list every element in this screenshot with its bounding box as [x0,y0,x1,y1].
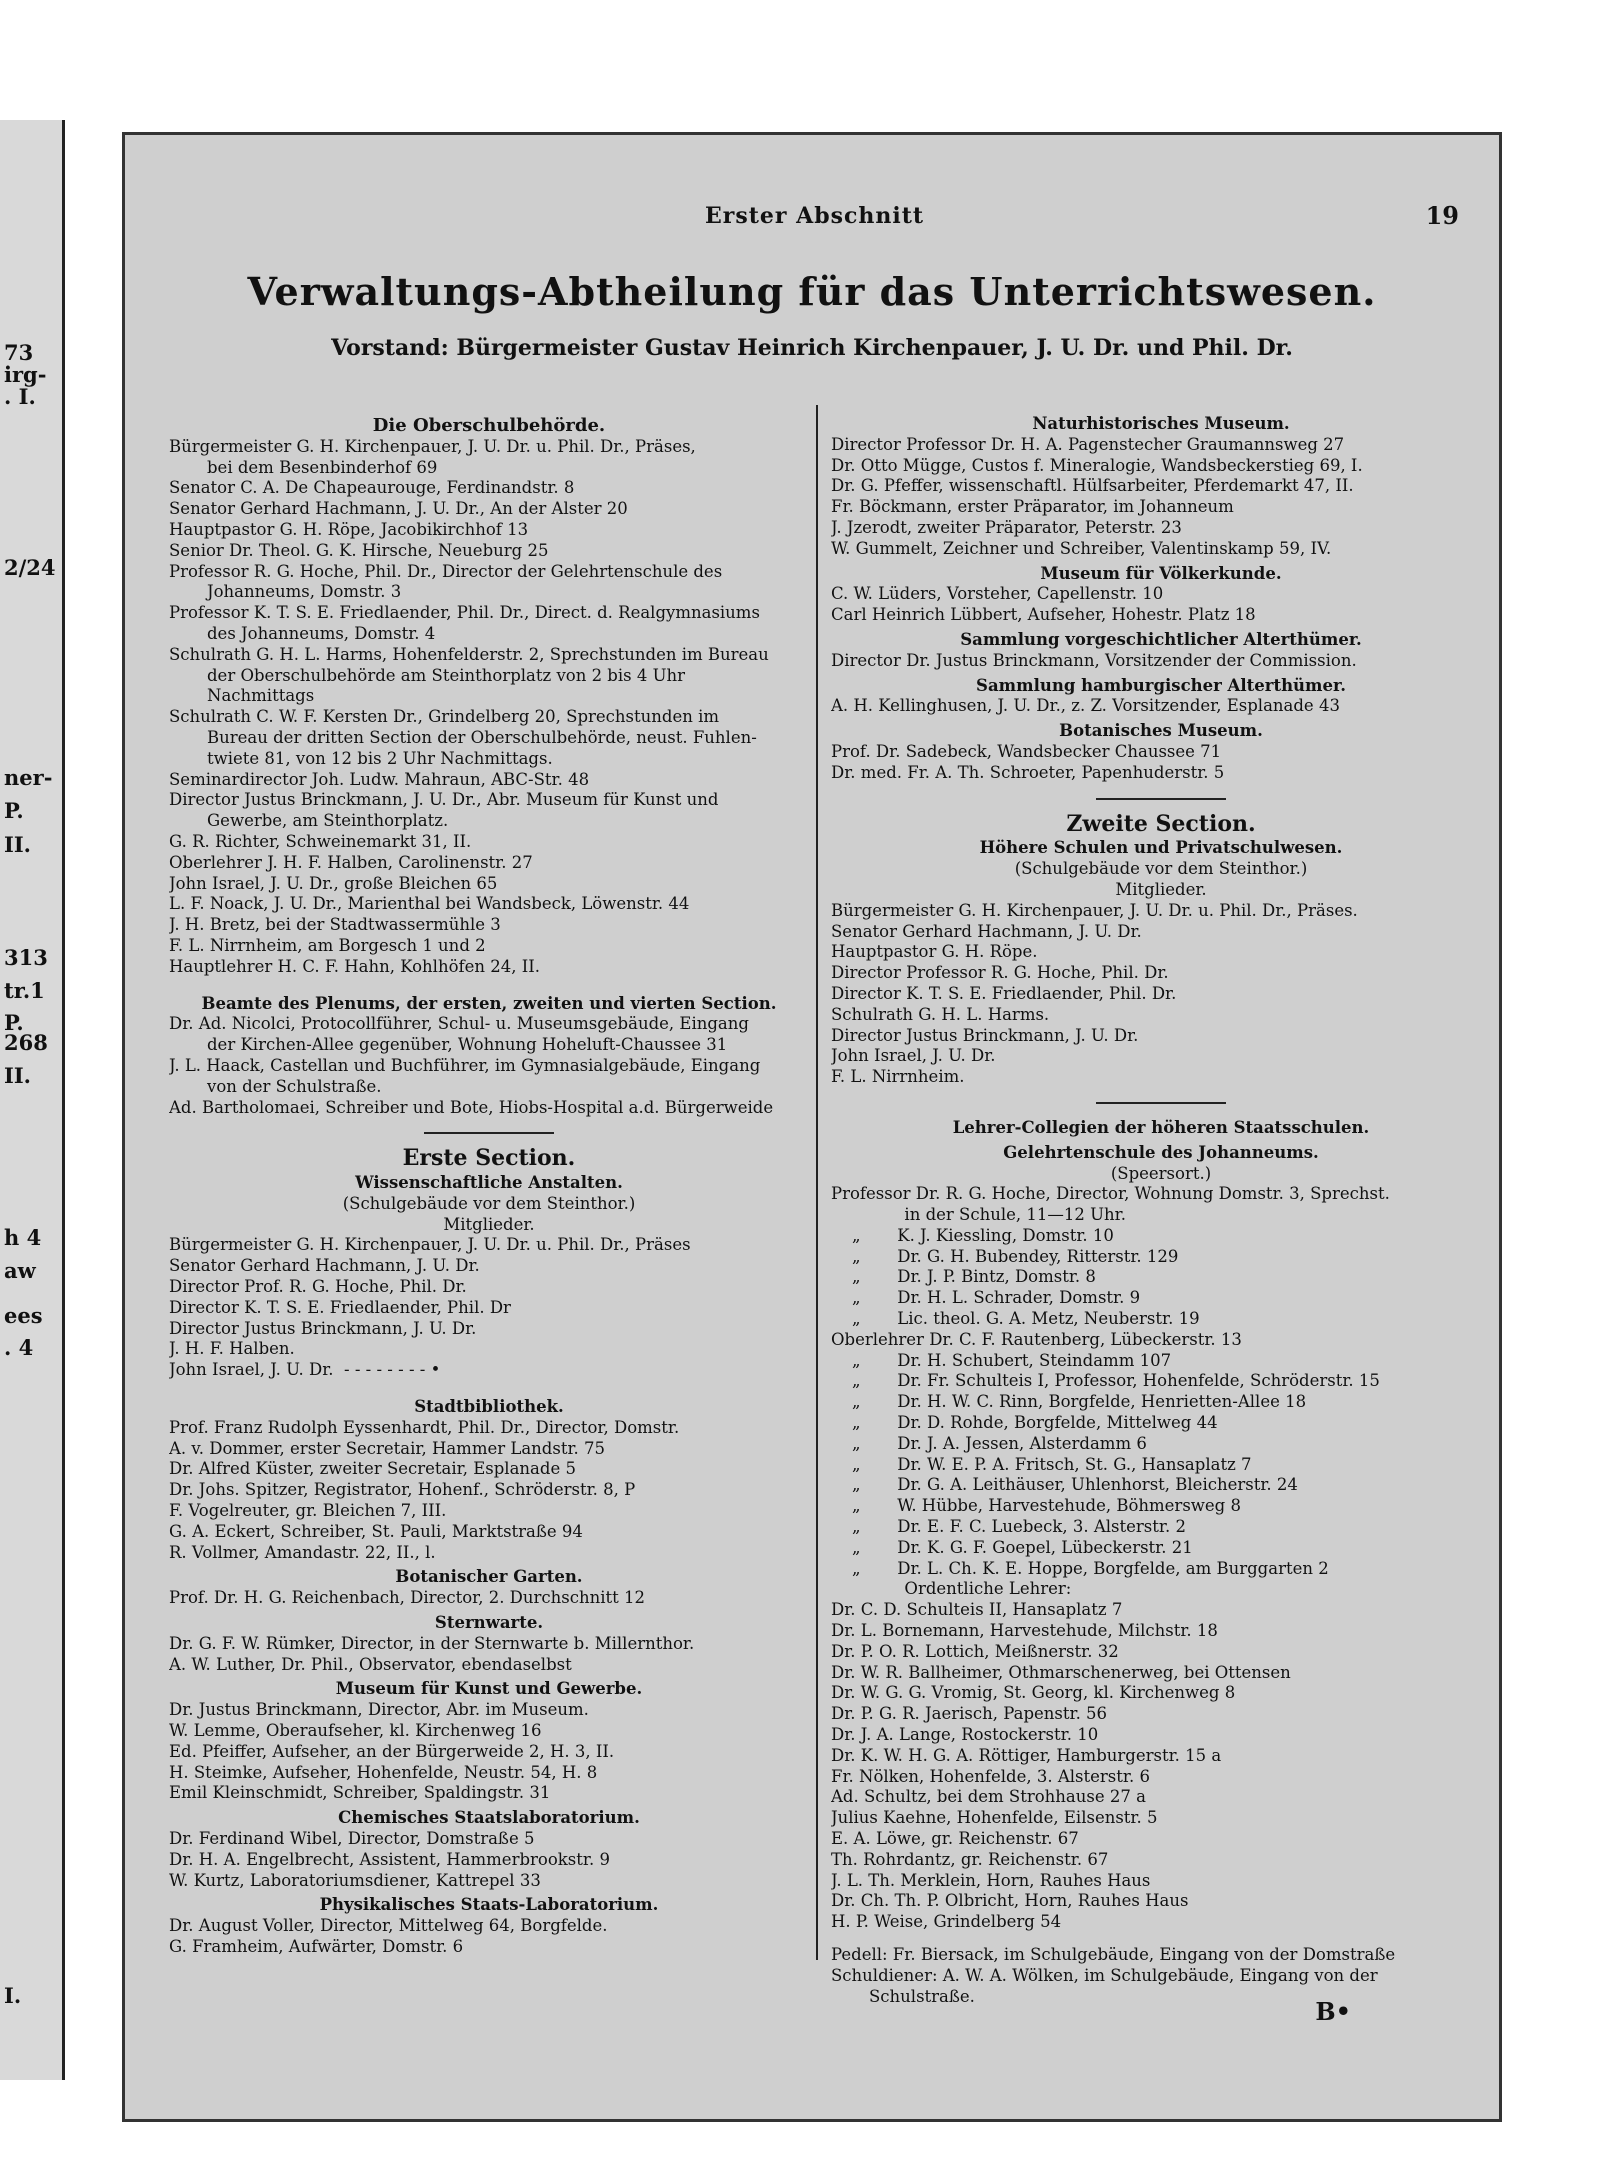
previous-page-fragment: 313 [4,945,48,970]
entry-line: Dr. Ferdinand Wibel, Director, Domstraße 5 [169,1829,535,1848]
entry-continuation: Gewerbe, am Steinthorplatz. [207,811,449,831]
subsection-heading: Lehrer-Collegien der höheren Staatsschulen. [952,1117,1370,1137]
previous-page-fragment: . I. [4,384,36,409]
entry-line: Emil Kleinschmidt, Schreiber, Spaldingstr. 31 [169,1783,551,1803]
previous-page-fragment: . 4 [4,1335,34,1360]
entry-line: Dr. Ch. Th. P. Olbricht, Horn, Rauhes Haus [831,1891,1189,1911]
subsection-heading: Wissenschaftliche Anstalten. [355,1173,623,1193]
entry-line: G. Framheim, Aufwärter, Domstr. 6 [169,1936,464,1956]
entry-line: Director Prof. R. G. Hoche, Phil. Dr. [169,1277,467,1297]
entry-line: Director K. T. S. E. Friedlaender, Phil. Dr [169,1297,511,1317]
entry-line: Dr. med. Fr. A. Th. Schroeter, Papenhuderstr. 5 [831,762,1225,782]
entry-line: Seminardirector Joh. Ludw. Mahraun, ABC-Str. 48 [169,769,590,789]
section-rule [424,1132,554,1134]
entry-line: Senator Gerhard Hachmann, J. U. Dr., An der Alster 20 [169,499,628,519]
entry-line: W. Gummelt, Zeichner und Schreiber, Valentinskamp 59, IV. [831,538,1332,558]
entry-line: „ W. Hübbe, Harvestehude, Böhmersweg 8 [831,1496,1241,1516]
previous-page-fragment: II. [4,1063,31,1088]
subheading-note: (Schulgebäude vor dem Steinthor.) [1014,859,1308,879]
entry-line: Prof. Dr. H. G. Reichenbach, Director, 2. Durchschnitt 12 [169,1588,646,1608]
entry-line: A. H. Kellinghusen, J. U. Dr., z. Z. Vorsitzender, Esplanade 43 [831,696,1340,716]
subsection-heading: Naturhistorisches Museum. [1032,414,1290,433]
entry-line: C. W. Lüders, Vorsteher, Capellenstr. 10 [831,584,1164,604]
entry-line: Oberlehrer J. H. F. Halben, Carolinenstr. 27 [169,852,533,872]
entry-line: Julius Kaehne, Hohenfelde, Eilsenstr. 5 [831,1808,1158,1828]
left-column [169,410,809,1958]
entry-line: Senator Gerhard Hachmann, J. U. Dr. [831,921,1142,941]
entry-line: Professor K. T. S. E. Friedlaender, Phil. Dr., Direct. d. Realgymnasiums [169,603,760,623]
entry-continuation: Johanneums, Domstr. 3 [207,582,402,602]
entry-line: G. R. Richter, Schweinemarkt 31, II. [169,831,472,851]
entry-line: Schuldiener: A. W. A. Wölken, im Schulgebäude, Eingang von der [831,1965,1378,1985]
entry-line: John Israel, J. U. Dr. - - - - - - - - • [169,1360,441,1380]
subheading-note: (Speersort.) [1110,1163,1212,1183]
subsection-heading: Beamte des Plenums, der ersten, zweiten und vierten Section. [201,993,777,1013]
entry-line: Senator Gerhard Hachmann, J. U. Dr. [169,1256,480,1276]
entry-line: Senator C. A. De Chapeaurouge, Ferdinandstr. 8 [169,478,575,498]
entry-line: Director Professor R. G. Hoche, Phil. Dr. [831,963,1169,983]
entry-line: A. v. Dommer, erster Secretair, Hammer Landstr. 75 [169,1438,606,1458]
entry-line: Dr. P. G. R. Jaerisch, Papenstr. 56 [831,1704,1108,1724]
entry-line: „ Dr. H. Schubert, Steindamm 107 [831,1350,1172,1370]
entry-line: „ Dr. J. A. Jessen, Alsterdamm 6 [831,1433,1147,1453]
subsection-heading: Botanisches Museum. [1059,721,1263,741]
entry-continuation: der Kirchen-Allee gegenüber, Wohnung Hoheluft-Chaussee 31 [207,1035,728,1055]
entry-line: Dr. August Voller, Director, Mittelweg 64, Borgfelde. [169,1916,608,1936]
entry-line: „ Dr. H. W. C. Rinn, Borgfelde, Henrietten-Allee 18 [831,1392,1307,1412]
entry-line: Schulrath G. H. L. Harms. [831,1004,1050,1024]
entry-line: „ Dr. W. E. P. A. Fritsch, St. G., Hansaplatz 7 [831,1454,1252,1474]
entry-line: Senior Dr. Theol. G. K. Hirsche, Neueburg 25 [169,540,549,560]
entry-line: J. H. F. Halben. [169,1339,295,1359]
subsection-heading: Gelehrtenschule des Johanneums. [1003,1142,1319,1162]
entry-line: Professor R. G. Hoche, Phil. Dr., Director der Gelehrtenschule des [169,561,723,581]
document-page [122,132,1502,2122]
entry-line: F. Vogelreuter, gr. Bleichen 7, III. [169,1501,447,1521]
entry-line: Schulrath C. W. F. Kersten Dr., Grindelberg 20, Sprechstunden im [169,707,720,727]
entry-line: H. P. Weise, Grindelberg 54 [831,1912,1062,1932]
entry-line: Director Justus Brinckmann, J. U. Dr. [169,1318,477,1338]
entry-line: Prof. Dr. Sadebeck, Wandsbecker Chaussee 71 [831,741,1222,761]
entry-line: Dr. C. D. Schulteis II, Hansaplatz 7 [831,1600,1123,1620]
spacer [169,1381,809,1393]
entry-line: „ Dr. E. F. C. Luebeck, 3. Alsterstr. 2 [831,1517,1186,1537]
entry-line: „ Dr. L. Ch. K. E. Hoppe, Borgfelde, am Burggarten 2 [831,1558,1329,1578]
entry-line: Bürgermeister G. H. Kirchenpauer, J. U. Dr. u. Phil. Dr., Präses, [169,436,696,456]
previous-page-fragment: 2/24 [4,555,56,580]
entry-line: Dr. J. A. Lange, Rostockerstr. 10 [831,1725,1099,1745]
entry-line: G. A. Eckert, Schreiber, St. Pauli, Marktstraße 94 [169,1521,583,1541]
subsection-heading: Museum für Völkerkunde. [1040,563,1282,583]
entry-line: Director K. T. S. E. Friedlaender, Phil. Dr. [831,983,1177,1003]
subsection-heading: Stadtbibliothek. [414,1397,564,1417]
subheading-note: Mitglieder. [1115,879,1207,899]
entry-line: Hauptpastor G. H. Röpe, Jacobikirchhof 13 [169,519,529,539]
entry-line: Director Justus Brinckmann, J. U. Dr. [831,1025,1139,1045]
previous-page-fragment: ner- [4,765,53,790]
entry-line: „ Dr. G. H. Bubendey, Ritterstr. 129 [831,1246,1179,1266]
subsection-heading: Physikalisches Staats-Laboratorium. [319,1895,659,1915]
previous-page-fragment: tr.1 [4,978,45,1003]
entry-line: H. Steimke, Aufseher, Hohenfelde, Neustr. 54, H. 8 [169,1762,598,1782]
entry-line: Th. Rohrdantz, gr. Reichenstr. 67 [831,1849,1109,1869]
right-column [831,410,1491,2007]
entry-line: Dr. L. Bornemann, Harvestehude, Milchstr. 18 [831,1621,1218,1641]
previous-page-fragment: P. [4,1010,24,1035]
entry-line: J. L. Haack, Castellan und Buchführer, im Gymnasialgebäude, Eingang [169,1055,761,1075]
entry-line: Schulrath G. H. L. Harms, Hohenfelderstr. 2, Sprechstunden im Bureau [169,644,769,664]
entry-line: Hauptpastor G. H. Röpe. [831,942,1038,962]
entry-line: Dr. K. W. H. G. A. Röttiger, Hamburgerstr. 15 a [831,1745,1222,1765]
entry-line: Hauptlehrer H. C. F. Hahn, Kohlhöfen 24, II. [169,956,541,976]
entry-line: L. F. Noack, J. U. Dr., Marienthal bei Wandsbeck, Löwenstr. 44 [169,894,690,914]
entry-line: Bürgermeister G. H. Kirchenpauer, J. U. Dr. u. Phil. Dr., Präses. [831,900,1358,920]
subsection-heading: Botanischer Garten. [395,1567,583,1587]
section-rule [1096,798,1226,800]
subheading-note: (Schulgebäude vor dem Steinthor.) [342,1193,636,1213]
entry-line: Dr. P. O. R. Lottich, Meißnerstr. 32 [831,1641,1119,1661]
entry-line: Dr. Alfred Küster, zweiter Secretair, Esplanade 5 [169,1459,576,1479]
entry-line: „ K. J. Kiessling, Domstr. 10 [831,1225,1114,1245]
page-number: 19 [1425,201,1459,230]
signature-mark: B• [1315,1997,1351,2026]
previous-page-fragment: h 4 [4,1225,42,1250]
entry-line: „ Dr. J. P. Bintz, Domstr. 8 [831,1267,1096,1287]
section-heading: Erste Section. [402,1145,576,1172]
entry-line: Fr. Nölken, Hohenfelde, 3. Alsterstr. 6 [831,1766,1150,1786]
entry-line: Ed. Pfeiffer, Aufseher, an der Bürgerweide 2, H. 3, II. [169,1741,615,1761]
entry-line: Dr. G. Pfeffer, wissenschaftl. Hülfsarbeiter, Pferdemarkt 47, II. [831,476,1354,496]
previous-page-edge [0,0,62,2177]
entry-line: „ Dr. D. Rohde, Borgfelde, Mittelweg 44 [831,1413,1218,1433]
entry-line: Ad. Bartholomaei, Schreiber und Bote, Hiobs-Hospital a.d. Bürgerweide [169,1097,774,1117]
entry-continuation: von der Schulstraße. [207,1076,382,1096]
entry-line: Bürgermeister G. H. Kirchenpauer, J. U. Dr. u. Phil. Dr., Präses [169,1235,691,1255]
entry-line: Pedell: Fr. Biersack, im Schulgebäude, Eingang von der Domstraße [831,1944,1396,1964]
entry-line: Dr. W. R. Ballheimer, Othmarschenerweg, bei Ottensen [831,1662,1291,1682]
entry-line: Dr. H. A. Engelbrecht, Assistent, Hammerbrookstr. 9 [169,1849,610,1869]
entry-line: Dr. Ad. Nicolci, Protocollführer, Schul- u. Museumsgebäude, Eingang [169,1014,749,1034]
subsection-heading: Chemisches Staatslaboratorium. [338,1808,640,1828]
previous-page-fragment: P. [4,798,24,823]
entry-line: J. H. Bretz, bei der Stadtwassermühle 3 [169,915,501,935]
running-head: Erster Abschnitt [705,203,925,229]
subsection-heading: Sammlung hamburgischer Alterthümer. [976,675,1346,695]
entry-line: Oberlehrer Dr. C. F. Rautenberg, Lübeckerstr. 13 [831,1329,1242,1349]
subheading-note: Mitglieder. [443,1214,535,1234]
entry-line: F. L. Nirrnheim, am Borgesch 1 und 2 [169,935,486,955]
spacer [831,1933,1491,1945]
section-rule [1096,1102,1226,1104]
subsection-heading: Museum für Kunst und Gewerbe. [335,1679,643,1699]
entry-line: Director Justus Brinckmann, J. U. Dr., Abr. Museum für Kunst und [169,790,719,810]
section-heading: Die Oberschulbehörde. [372,415,606,436]
previous-page-fragment: I. [4,1983,22,2008]
entry-line: J. Jzerodt, zweiter Präparator, Peterstr. 23 [831,517,1182,537]
spacer [169,978,809,990]
entry-line: Dr. W. G. G. Vromig, St. Georg, kl. Kirchenweg 8 [831,1683,1236,1703]
entry-line: Carl Heinrich Lübbert, Aufseher, Hohestr. Platz 18 [831,605,1256,625]
previous-page-fragment: irg- [4,362,47,387]
entry-line: „ Dr. Fr. Schulteis I, Professor, Hohenfelde, Schröderstr. 15 [831,1371,1380,1391]
subsection-heading: Höhere Schulen und Privatschulwesen. [979,838,1343,858]
entry-continuation: twiete 81, von 12 bis 2 Uhr Nachmittags. [207,748,553,768]
entry-continuation: Schulstraße. [869,1986,975,2006]
entry-line: A. W. Luther, Dr. Phil., Observator, ebendaselbst [169,1654,572,1674]
entry-line: in der Schule, 11—12 Uhr. [831,1205,1126,1225]
chair-line: Vorstand: Bürgermeister Gustav Heinrich Kirchenpauer, J. U. Dr. und Phil. Dr. [331,335,1293,361]
entry-line: Director Professor Dr. H. A. Pagenstecher Graumannsweg 27 [831,434,1345,454]
entry-continuation: bei dem Besenbinderhof 69 [207,457,438,477]
subsection-heading: Sternwarte. [434,1613,544,1633]
previous-page-fragment: aw [4,1258,36,1283]
entry-line: W. Kurtz, Laboratoriumsdiener, Kattrepel 33 [169,1870,541,1890]
entry-line: Dr. G. F. W. Rümker, Director, in der Sternwarte b. Millernthor. [169,1633,695,1653]
section-heading: Zweite Section. [1066,810,1256,837]
entry-line: Dr. Justus Brinckmann, Director, Abr. im Museum. [169,1700,589,1720]
entry-line: John Israel, J. U. Dr. [831,1046,996,1066]
subsection-heading: Sammlung vorgeschichtlicher Alterthümer. [960,629,1362,649]
entry-line: E. A. Löwe, gr. Reichenstr. 67 [831,1829,1079,1848]
previous-page-fragment: 268 [4,1030,48,1055]
entry-line: Ad. Schultz, bei dem Strohhause 27 a [831,1787,1146,1807]
column-divider [816,405,818,1960]
entry-line: Director Dr. Justus Brinckmann, Vorsitzender der Commission. [831,650,1357,670]
entry-line: „ Dr. H. L. Schrader, Domstr. 9 [831,1288,1141,1308]
entry-line: F. L. Nirrnheim. [831,1067,965,1087]
entry-line: „ Lic. theol. G. A. Metz, Neuberstr. 19 [831,1309,1200,1329]
entry-line: Prof. Franz Rudolph Eyssenhardt, Phil. Dr., Director, Domstr. [169,1417,680,1437]
entry-line: J. L. Th. Merklein, Horn, Rauhes Haus [831,1870,1151,1890]
previous-page-fragment: ees [4,1303,43,1328]
entry-line: Dr. Otto Mügge, Custos f. Mineralogie, Wandsbeckerstieg 69, I. [831,455,1363,475]
page-title: Verwaltungs-Abtheilung für das Unterrichtswesen. [247,269,1377,314]
previous-page-fragment: 73 [4,340,34,365]
entry-line: „ Dr. G. A. Leithäuser, Uhlenhorst, Bleicherstr. 24 [831,1475,1298,1495]
entry-line: Professor Dr. R. G. Hoche, Director, Wohnung Domstr. 3, Sprechst. [831,1184,1390,1204]
entry-continuation: Bureau der dritten Section der Oberschulbehörde, neust. Fuhlen- [207,727,757,747]
entry-line: W. Lemme, Oberaufseher, kl. Kirchenweg 16 [169,1721,542,1741]
previous-page-fragment: II. [4,832,31,857]
entry-continuation: der Oberschulbehörde am Steinthorplatz von 2 bis 4 Uhr [207,665,686,685]
entry-line: R. Vollmer, Amandastr. 22, II., l. [169,1542,436,1562]
entry-line: John Israel, J. U. Dr., große Bleichen 65 [169,873,498,893]
entry-line: Ordentliche Lehrer: [831,1579,1072,1599]
entry-line: „ Dr. K. G. F. Goepel, Lübeckerstr. 21 [831,1537,1193,1557]
entry-continuation: des Johanneums, Domstr. 4 [207,623,436,643]
entry-line: Fr. Böckmann, erster Präparator, im Johanneum [831,497,1234,517]
entry-line: Dr. Johs. Spitzer, Registrator, Hohenf., Schröderstr. 8, P [169,1480,636,1500]
previous-page-paper [0,120,65,2080]
entry-continuation: Nachmittags [207,686,315,706]
